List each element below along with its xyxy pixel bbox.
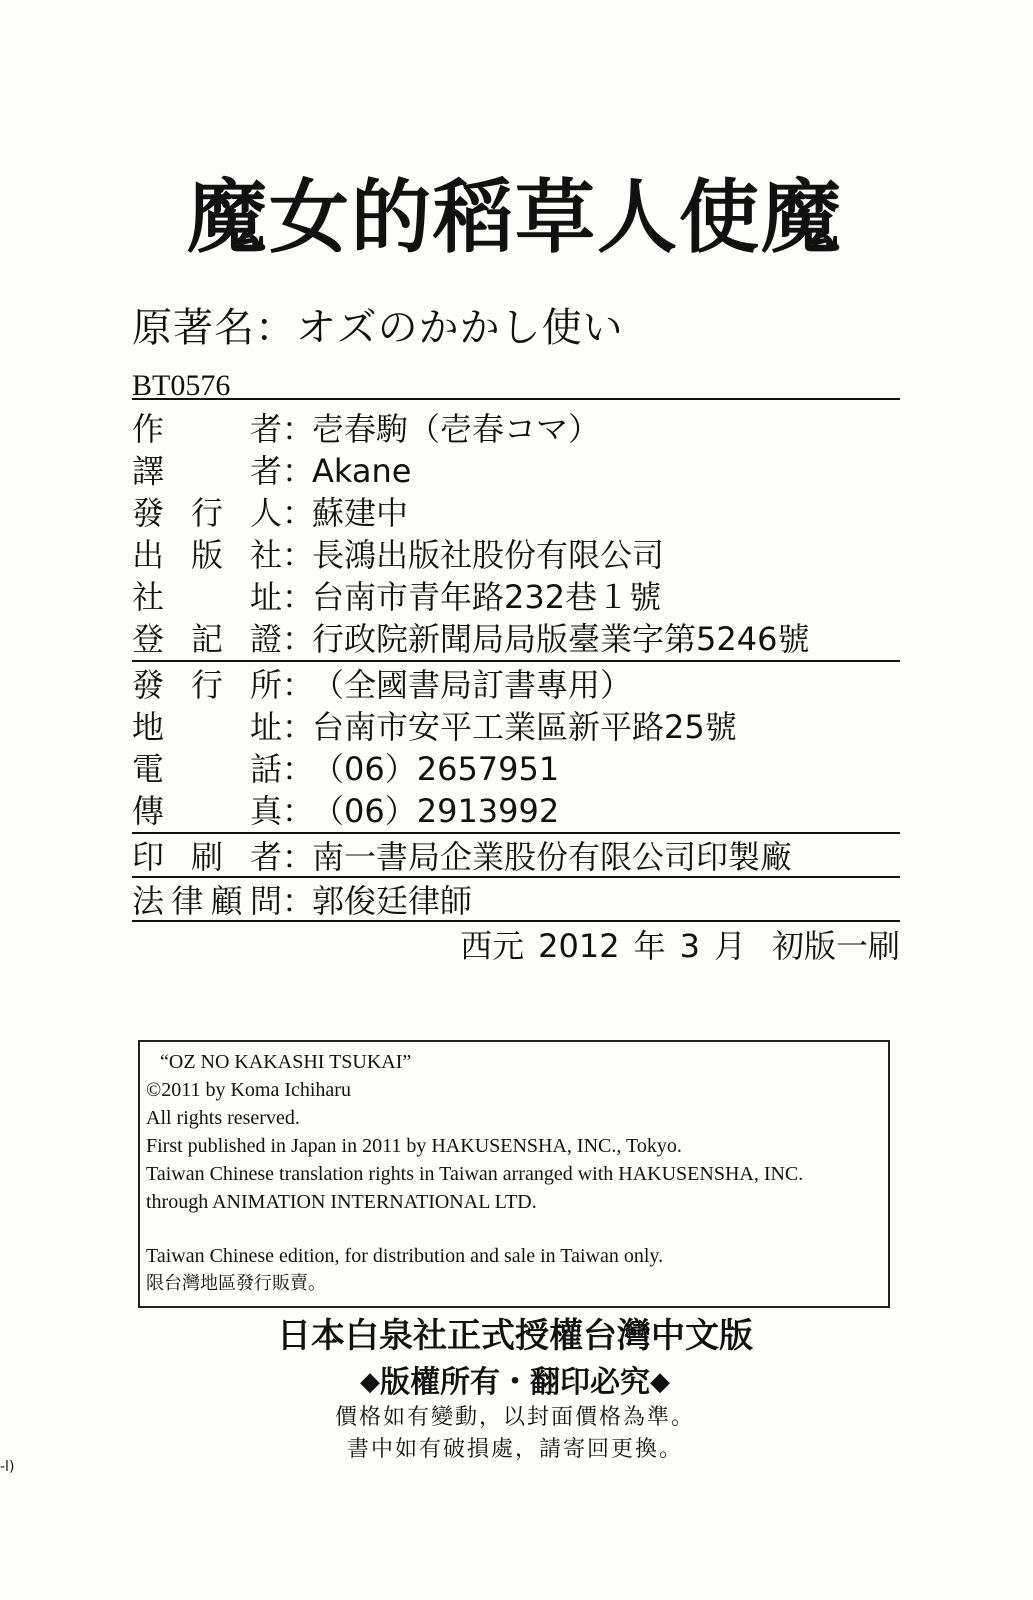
info-colon: ： bbox=[282, 750, 315, 788]
info-row bbox=[132, 790, 900, 832]
info-value: 南一書局企業股份有限公司印製廠 bbox=[312, 838, 793, 876]
divider bbox=[132, 660, 900, 662]
diamond-icon: ◆ bbox=[650, 1367, 670, 1397]
info-colon: ： bbox=[282, 410, 315, 448]
info-label: 地 址 bbox=[132, 708, 282, 746]
book-title: 魔女的稻草人使魔 bbox=[187, 171, 843, 264]
info-colon: ： bbox=[282, 666, 315, 704]
info-row bbox=[132, 664, 900, 706]
info-colon: ： bbox=[282, 792, 315, 830]
info-value: Akane bbox=[312, 452, 412, 490]
info-row bbox=[132, 836, 900, 878]
info-row bbox=[132, 706, 900, 748]
info-value: （全國書局訂書專用） bbox=[312, 666, 633, 704]
info-label: 傳 真 bbox=[132, 792, 282, 830]
date-era: 西元 bbox=[460, 927, 525, 965]
translation-rights: Taiwan Chinese translation rights in Taiwan arranged with HAKUSENSHA, INC. bbox=[146, 1163, 804, 1185]
copyright-box bbox=[138, 1040, 890, 1308]
book-code: BT0576 bbox=[132, 369, 231, 402]
date-year-unit: 年 bbox=[633, 927, 666, 965]
info-row bbox=[132, 576, 900, 618]
edition-note: Taiwan Chinese edition, for distribution and sale in Taiwan only. bbox=[146, 1245, 664, 1267]
info-colon: ： bbox=[282, 494, 315, 532]
info-colon: ： bbox=[282, 882, 315, 920]
info-value: 行政院新聞局局版臺業字第5246號 bbox=[312, 620, 810, 658]
info-label: 印刷者 bbox=[132, 838, 282, 876]
rights-reserved: All rights reserved. bbox=[146, 1107, 300, 1129]
info-label: 法律顧問 bbox=[132, 882, 282, 920]
info-row bbox=[132, 450, 900, 492]
info-value: 郭俊廷律師 bbox=[312, 882, 473, 920]
info-label: 譯 者 bbox=[132, 452, 282, 490]
divider bbox=[132, 876, 900, 878]
info-label: 出版社 bbox=[132, 536, 282, 574]
info-row bbox=[132, 492, 900, 534]
info-label: 電 話 bbox=[132, 750, 282, 788]
info-row bbox=[132, 408, 900, 450]
date-edition: 初版一刷 bbox=[771, 927, 900, 965]
info-row bbox=[132, 748, 900, 790]
divider bbox=[132, 398, 900, 400]
info-colon: ： bbox=[282, 620, 315, 658]
info-colon: ： bbox=[282, 536, 315, 574]
damage-note: 書中如有破損處，請寄回更換。 bbox=[346, 1437, 683, 1462]
divider bbox=[132, 920, 900, 922]
margin-mark: -l) bbox=[0, 1459, 15, 1475]
info-label: 發行所 bbox=[132, 666, 282, 704]
info-colon: ： bbox=[282, 838, 315, 876]
info-label: 發行人 bbox=[132, 494, 282, 532]
date-month-unit: 月 bbox=[713, 927, 746, 965]
diamond-icon: ◆ bbox=[360, 1367, 380, 1397]
all-rights-text: 版權所有・翻印必究 bbox=[380, 1365, 650, 1400]
info-label: 社 址 bbox=[132, 578, 282, 616]
info-value: （06）2657951 bbox=[312, 750, 560, 788]
info-row bbox=[132, 880, 900, 922]
first-published: First published in Japan in 2011 by HAKUSENSHA, INC., Tokyo. bbox=[146, 1135, 682, 1157]
info-colon: ： bbox=[282, 578, 315, 616]
edition-date bbox=[446, 925, 900, 967]
agency-line: through ANIMATION INTERNATIONAL LTD. bbox=[146, 1191, 537, 1213]
info-value: 台南市青年路232巷１號 bbox=[312, 578, 662, 616]
price-note: 價格如有變動，以封面價格為準。 bbox=[334, 1405, 695, 1430]
info-value: 台南市安平工業區新平路25號 bbox=[312, 708, 737, 746]
info-value: 蘇建中 bbox=[312, 494, 409, 532]
info-value: 長鴻出版社股份有限公司 bbox=[312, 536, 665, 574]
info-value: （06）2913992 bbox=[312, 792, 560, 830]
divider bbox=[132, 832, 900, 834]
info-label: 登記證 bbox=[132, 620, 282, 658]
info-label: 作 者 bbox=[132, 410, 282, 448]
info-row bbox=[132, 618, 900, 660]
copyright-line: ©2011 by Koma Ichiharu bbox=[146, 1079, 351, 1101]
all-rights-statement bbox=[130, 1360, 900, 1405]
date-year: 2012 bbox=[538, 927, 620, 965]
authorization-statement: 日本白泉社正式授權台灣中文版 bbox=[277, 1316, 753, 1356]
date-month: 3 bbox=[679, 927, 700, 965]
info-value: 壱春駒（壱春コマ） bbox=[312, 410, 601, 448]
info-colon: ： bbox=[282, 452, 315, 490]
distribution-note: 限台灣地區發行販賣。 bbox=[146, 1273, 326, 1294]
info-row bbox=[132, 534, 900, 576]
info-colon: ： bbox=[282, 708, 315, 746]
original-title: 原著名：オズのかかし使い bbox=[132, 305, 624, 351]
original-title-romaji: “OZ NO KAKASHI TSUKAI” bbox=[160, 1051, 412, 1073]
